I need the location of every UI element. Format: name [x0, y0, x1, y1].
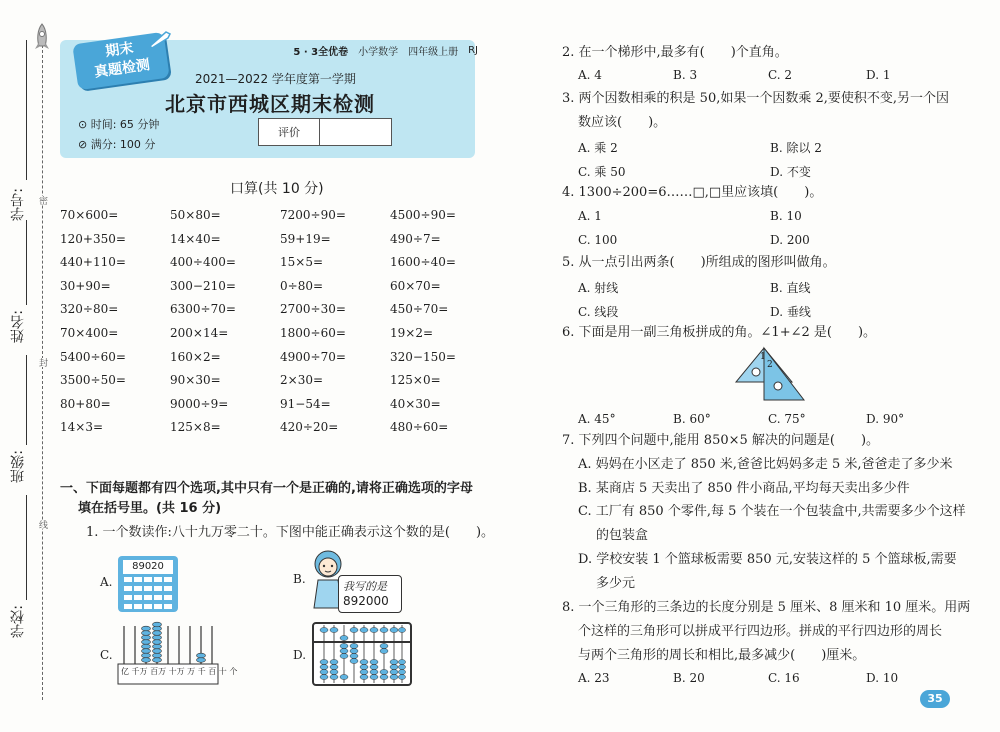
q7-option-d-cont: 多少元 [596, 576, 636, 591]
angle-2-mark: 2 [767, 360, 773, 370]
written-number: 892000 [343, 594, 389, 608]
binding-dash-line [42, 40, 43, 700]
q4-option-a: A. 1 [578, 209, 602, 223]
q1-option-b-label: B. [293, 572, 306, 586]
q5-option-b: B. 直线 [770, 281, 811, 295]
oral-calc-heading: 口算(共 10 分) [230, 181, 324, 197]
oral-calc-item: 5400÷60= [60, 349, 126, 364]
oral-calc-item: 0÷80= [280, 278, 324, 293]
q8-option-b: B. 20 [673, 671, 705, 685]
oral-calc-item: 80+80= [60, 396, 111, 411]
series-name: 5 · 3全优卷 [293, 46, 349, 58]
q5-option-c: C. 线段 [578, 305, 619, 319]
q7-option-b: B. 某商店 5 天卖出了 850 件小商品,平均每天卖出多少件 [578, 481, 910, 496]
calculator-display: 89020 [123, 560, 173, 574]
school-year: 2021—2022 学年度第一学期 [195, 72, 356, 86]
q8-text-line2: 个这样的三角形可以拼成平行四边形。拼成的平行四边形的周长 [578, 624, 943, 639]
fill-line-class [26, 355, 27, 445]
oral-calc-item: 2700÷30= [280, 302, 346, 317]
q3-option-c: C. 乘 50 [578, 165, 626, 179]
oral-calc-item: 300−210= [170, 278, 236, 293]
oral-calc-item: 320−150= [390, 349, 456, 364]
oral-calc-item: 125×0= [390, 373, 441, 388]
exam-score-text: 满分: 100 分 [90, 138, 156, 151]
oral-calc-item: 400÷400= [170, 255, 236, 270]
seal-char-feng: 封 [37, 358, 47, 367]
grade: 四年级上册 [408, 46, 459, 58]
star-rocket-icon [148, 28, 172, 48]
q1-option-c-label: C. [100, 648, 113, 662]
q7-text: 7. 下列四个问题中,能用 850×5 解决的问题是( )。 [562, 433, 880, 448]
q6-text: 6. 下面是用一副三角板拼成的角。∠1+∠2 是( )。 [562, 325, 877, 340]
q1-option-a-label: A. [100, 575, 113, 589]
speech-text: 我写的是 [343, 580, 387, 593]
badge-line-2: 真题检测 [93, 57, 151, 81]
rocket-icon [32, 22, 52, 52]
q5-option-a: A. 射线 [578, 281, 619, 295]
q4-option-c: C. 100 [578, 233, 618, 247]
page-number: 35 [920, 690, 950, 708]
oral-calc-item: 40×30= [390, 396, 441, 411]
oral-calc-item: 6300÷70= [170, 302, 236, 317]
q3-option-b: B. 除以 2 [770, 141, 822, 155]
speech-bubble [338, 575, 402, 613]
q2-option-b: B. 3 [673, 68, 698, 82]
q6-option-b: B. 60° [673, 412, 711, 426]
evaluation-label: 评价 [259, 119, 320, 145]
q7-option-c-cont: 的包装盒 [596, 528, 649, 543]
oral-calc-item: 14×40= [170, 231, 221, 246]
q2-text: 2. 在一个梯形中,最多有( )个直角。 [562, 45, 788, 60]
q8-option-d: D. 10 [866, 671, 899, 685]
q8-option-a: A. 23 [578, 671, 610, 685]
section1-instructions-line1: 一、下面每题都有四个选项,其中只有一个是正确的,请将正确选项的字母 [60, 481, 473, 496]
label-name: 姓名: [10, 310, 26, 343]
q2-option-a: A. 4 [578, 68, 602, 82]
q2-option-d: D. 1 [866, 68, 891, 82]
subject: 小学数学 [358, 46, 399, 58]
label-student-id: 学号: [10, 188, 26, 221]
fill-line-school [26, 495, 27, 600]
label-class: 班级: [10, 450, 26, 483]
q7-option-d: D. 学校安装 1 个篮球板需要 850 元,安装这样的 5 个篮球板,需要 [578, 552, 957, 567]
oral-calc-item: 3500÷50= [60, 373, 126, 388]
exam-score [78, 136, 155, 152]
oral-calc-item: 1800÷60= [280, 326, 346, 340]
section1-instructions-line2: 填在括号里。(共 16 分) [78, 501, 222, 516]
oral-calc-item: 160×2= [170, 349, 221, 364]
oral-calc-item: 90×30= [170, 373, 221, 388]
bead-abacus-icon [312, 622, 412, 686]
q1-option-d-label: D. [293, 648, 307, 662]
oral-calc-item: 9000÷9= [170, 396, 229, 411]
q2-option-c: C. 2 [768, 68, 793, 82]
place-value-labels: 亿 千万 百万 十万 万 千 百 十 个 [121, 667, 238, 676]
oral-calc-item: 14×3= [60, 420, 104, 435]
q3-option-a: A. 乘 2 [578, 141, 618, 155]
oral-calc-item: 480÷60= [390, 420, 449, 435]
clock-icon: ⊙ [78, 118, 88, 131]
oral-calc-item: 4500÷90= [390, 208, 456, 222]
oral-calc-item: 200×14= [170, 326, 229, 340]
oral-calc-item: 15×5= [280, 255, 324, 270]
oral-calc-item: 50×80= [170, 208, 221, 222]
oral-calc-item: 440+110= [60, 255, 126, 270]
q3-option-d: D. 不变 [770, 165, 811, 179]
series-meta [283, 42, 478, 58]
edition: RJ [468, 44, 478, 56]
evaluation-box [258, 118, 392, 146]
exam-time-text: 时间: 65 分钟 [90, 118, 160, 131]
q4-option-b: B. 10 [770, 209, 802, 223]
q7-option-a: A. 妈妈在小区走了 850 米,爸爸比妈妈多走 5 米,爸爸走了多少米 [578, 457, 953, 472]
q3-text-line2: 数应该( )。 [578, 115, 667, 130]
oral-calc-item: 120+350= [60, 231, 126, 246]
oral-calc-item: 70×400= [60, 326, 119, 340]
fill-line-student-id [26, 40, 27, 180]
q1-text: 1. 一个数读作:八十九万零二十。下图中能正确表示这个数的是( )。 [86, 525, 495, 540]
q8-text-line3: 与两个三角形的周长和相比,最多减少( )厘米。 [578, 648, 866, 663]
oral-calc-item: 19×2= [390, 326, 434, 340]
q4-option-d: D. 200 [770, 233, 810, 247]
seal-char-xian: 线 [37, 520, 47, 529]
q8-text-line1: 8. 一个三角形的三条边的长度分别是 5 厘米、8 厘米和 10 厘米。用两 [562, 600, 971, 615]
check-icon: ⊘ [78, 138, 88, 151]
oral-calc-item: 2×30= [280, 373, 324, 388]
oral-calc-item: 60×70= [390, 278, 441, 293]
q3-text-line1: 3. 两个因数相乘的积是 50,如果一个因数乘 2,要使积不变,另一个因 [562, 91, 950, 106]
exam-title: 北京市西城区期末检测 [165, 92, 375, 116]
oral-calc-item: 320÷80= [60, 302, 119, 317]
oral-calc-item: 4900÷70= [280, 349, 346, 364]
oral-calc-item: 30+90= [60, 278, 111, 293]
oral-calc-item: 125×8= [170, 420, 221, 435]
label-school: 学校: [10, 605, 26, 638]
oral-calc-item: 450÷70= [390, 302, 449, 317]
q6-option-a: A. 45° [578, 412, 616, 426]
oral-calc-item: 59+19= [280, 231, 331, 246]
q6-option-d: D. 90° [866, 412, 905, 426]
set-square-angle-figure [734, 346, 806, 402]
q6-option-c: C. 75° [768, 412, 806, 426]
exam-time [78, 116, 159, 132]
oral-calc-item: 1600÷40= [390, 255, 456, 270]
fill-line-name [26, 220, 27, 305]
angle-1-mark: 1 [760, 352, 766, 362]
q5-option-d: D. 垂线 [770, 305, 811, 319]
seal-char-mi: 密 [37, 196, 47, 205]
q4-text: 4. 1300÷200=6……□,□里应该填( )。 [562, 185, 823, 200]
q5-text: 5. 从一点引出两条( )所组成的图形叫做角。 [562, 255, 836, 270]
calculator-keys-icon [124, 577, 172, 609]
calculator-image [118, 556, 178, 612]
oral-calc-item: 420÷20= [280, 420, 339, 435]
q8-option-c: C. 16 [768, 671, 800, 685]
oral-calc-item: 490÷7= [390, 231, 441, 246]
badge-line-1: 期末 [104, 40, 135, 60]
oral-calc-item: 70×600= [60, 208, 119, 222]
oral-calc-item: 7200÷90= [280, 208, 346, 222]
oral-calc-item: 91−54= [280, 396, 331, 411]
q7-option-c: C. 工厂有 850 个零件,每 5 个装在一个包装盒中,共需要多少个这样 [578, 504, 966, 519]
